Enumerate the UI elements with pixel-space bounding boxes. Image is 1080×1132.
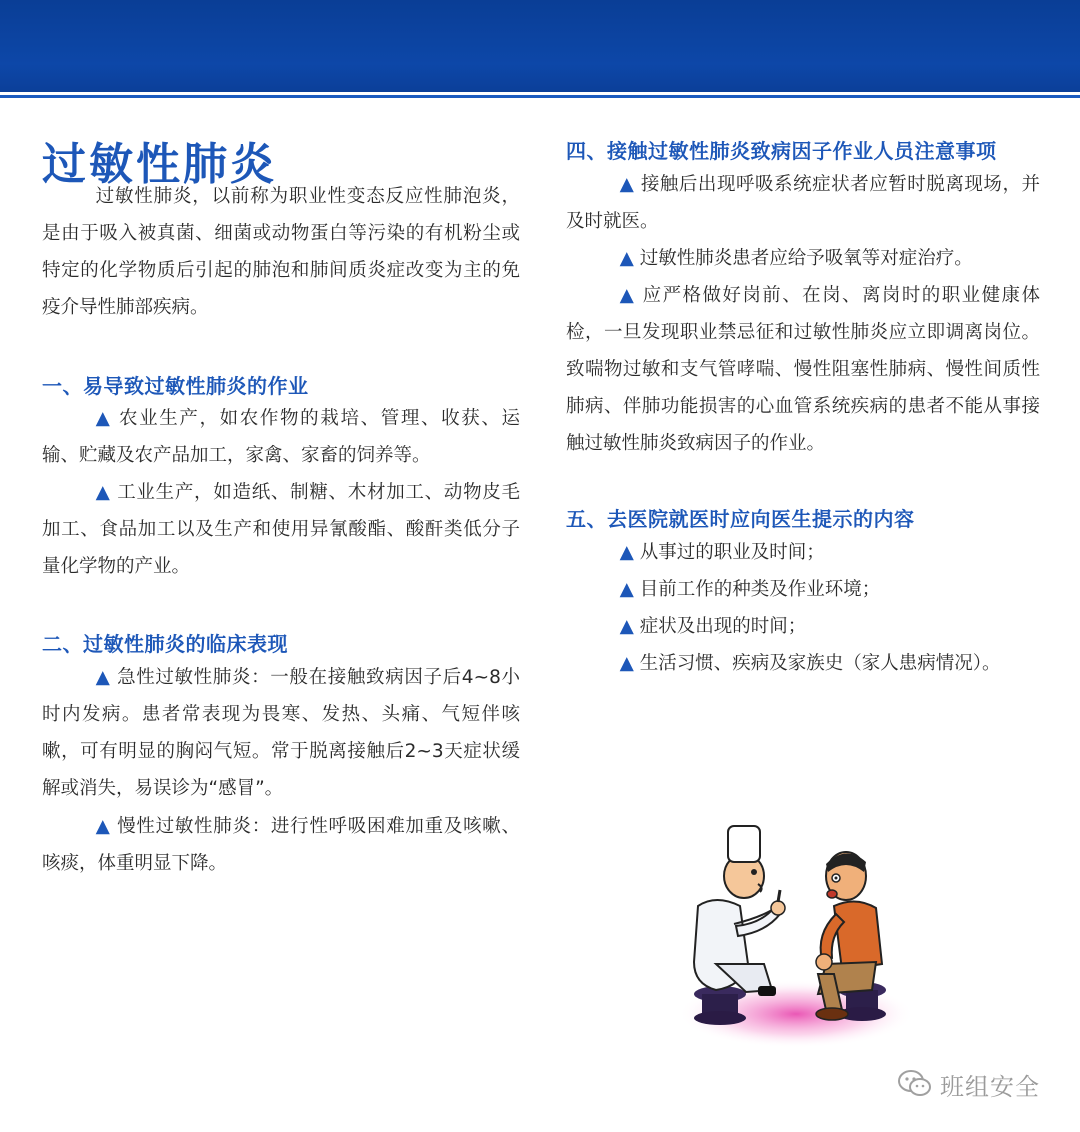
- header-divider: [0, 95, 1080, 98]
- section-5-item-1: ▲ 从事过的职业及时间；: [619, 542, 825, 563]
- bullet-triangle-icon: ▲: [619, 579, 634, 600]
- section-1-item-2: ▲ 工业生产，如造纸、制糖、木材加工、动物皮毛加工、食品加工以及生产和使用异氰酸酯、酸酐类低分子量化学物的产业。: [42, 482, 520, 577]
- doctor-patient-illustration: [676, 814, 916, 1050]
- section-2-item-2: ▲ 慢性过敏性肺炎：进行性呼吸困难加重及咳嗽、咳痰，体重明显下降。: [42, 816, 520, 874]
- section-4-heading: 四、接触过敏性肺炎致病因子作业人员注意事项: [566, 139, 997, 163]
- watermark-text: 班组安全: [940, 1072, 1040, 1101]
- section-4-item-2: ▲ 过敏性肺炎患者应给予吸氧等对症治疗。: [619, 248, 973, 269]
- page-title: 过敏性肺炎: [42, 139, 277, 190]
- wechat-icon: [898, 1069, 932, 1099]
- section-1-item-1: ▲ 农业生产，如农作物的栽培、管理、收获、运输、贮藏及农产品加工，家禽、家畜的饲养等。: [42, 408, 520, 466]
- bullet-triangle-icon: ▲: [95, 816, 111, 837]
- section-2-item-1: ▲ 急性过敏性肺炎：一般在接触致病因子后4~8小时内发病。患者常表现为畏寒、发热、头痛、气短伴咳嗽，可有明显的胸闷气短。常于脱离接触后2~3天症状缓解或消失，易误诊为“感冒”。: [42, 667, 520, 799]
- bullet-triangle-icon: ▲: [95, 408, 112, 429]
- bullet-triangle-icon: ▲: [95, 482, 111, 503]
- section-4-item-3: ▲ 应严格做好岗前、在岗、离岗时的职业健康体检，一旦发现职业禁忌征和过敏性肺炎应立即调离岗位。致喘物过敏和支气管哮喘、慢性阻塞性肺病、慢性间质性肺病、伴肺功能损害的心血管系统疾病的患者不能从事接触过敏性肺炎致病因子的作业。: [566, 285, 1040, 454]
- section-1-heading: 一、易导致过敏性肺炎的作业: [42, 374, 309, 398]
- bullet-triangle-icon: ▲: [619, 248, 634, 269]
- bullet-triangle-icon: ▲: [619, 653, 634, 674]
- watermark: [898, 1066, 1040, 1102]
- section-5-item-4: ▲ 生活习惯、疾病及家族史（家人患病情况）。: [619, 653, 1001, 674]
- bullet-triangle-icon: ▲: [619, 542, 634, 563]
- header-band: [0, 0, 1080, 92]
- bullet-triangle-icon: ▲: [95, 667, 111, 688]
- bullet-triangle-icon: ▲: [619, 285, 636, 306]
- section-2-heading: 二、过敏性肺炎的临床表现: [42, 632, 288, 656]
- section-5-item-2: ▲ 目前工作的种类及作业环境；: [619, 579, 881, 600]
- section-5-item-3: ▲ 症状及出现的时间；: [619, 616, 807, 637]
- section-4-item-1: ▲ 接触后出现呼吸系统症状者应暂时脱离现场，并及时就医。: [566, 174, 1040, 232]
- intro-paragraph: 过敏性肺炎，以前称为职业性变态反应性肺泡炎，是由于吸入被真菌、细菌或动物蛋白等污染的有机粉尘或特定的化学物质后引起的肺泡和肺间质炎症改变为主的免疫介导性肺部疾病。: [42, 186, 520, 318]
- bullet-triangle-icon: ▲: [619, 174, 635, 195]
- bullet-triangle-icon: ▲: [619, 616, 634, 637]
- section-5-heading: 五、去医院就医时应向医生提示的内容: [566, 507, 915, 531]
